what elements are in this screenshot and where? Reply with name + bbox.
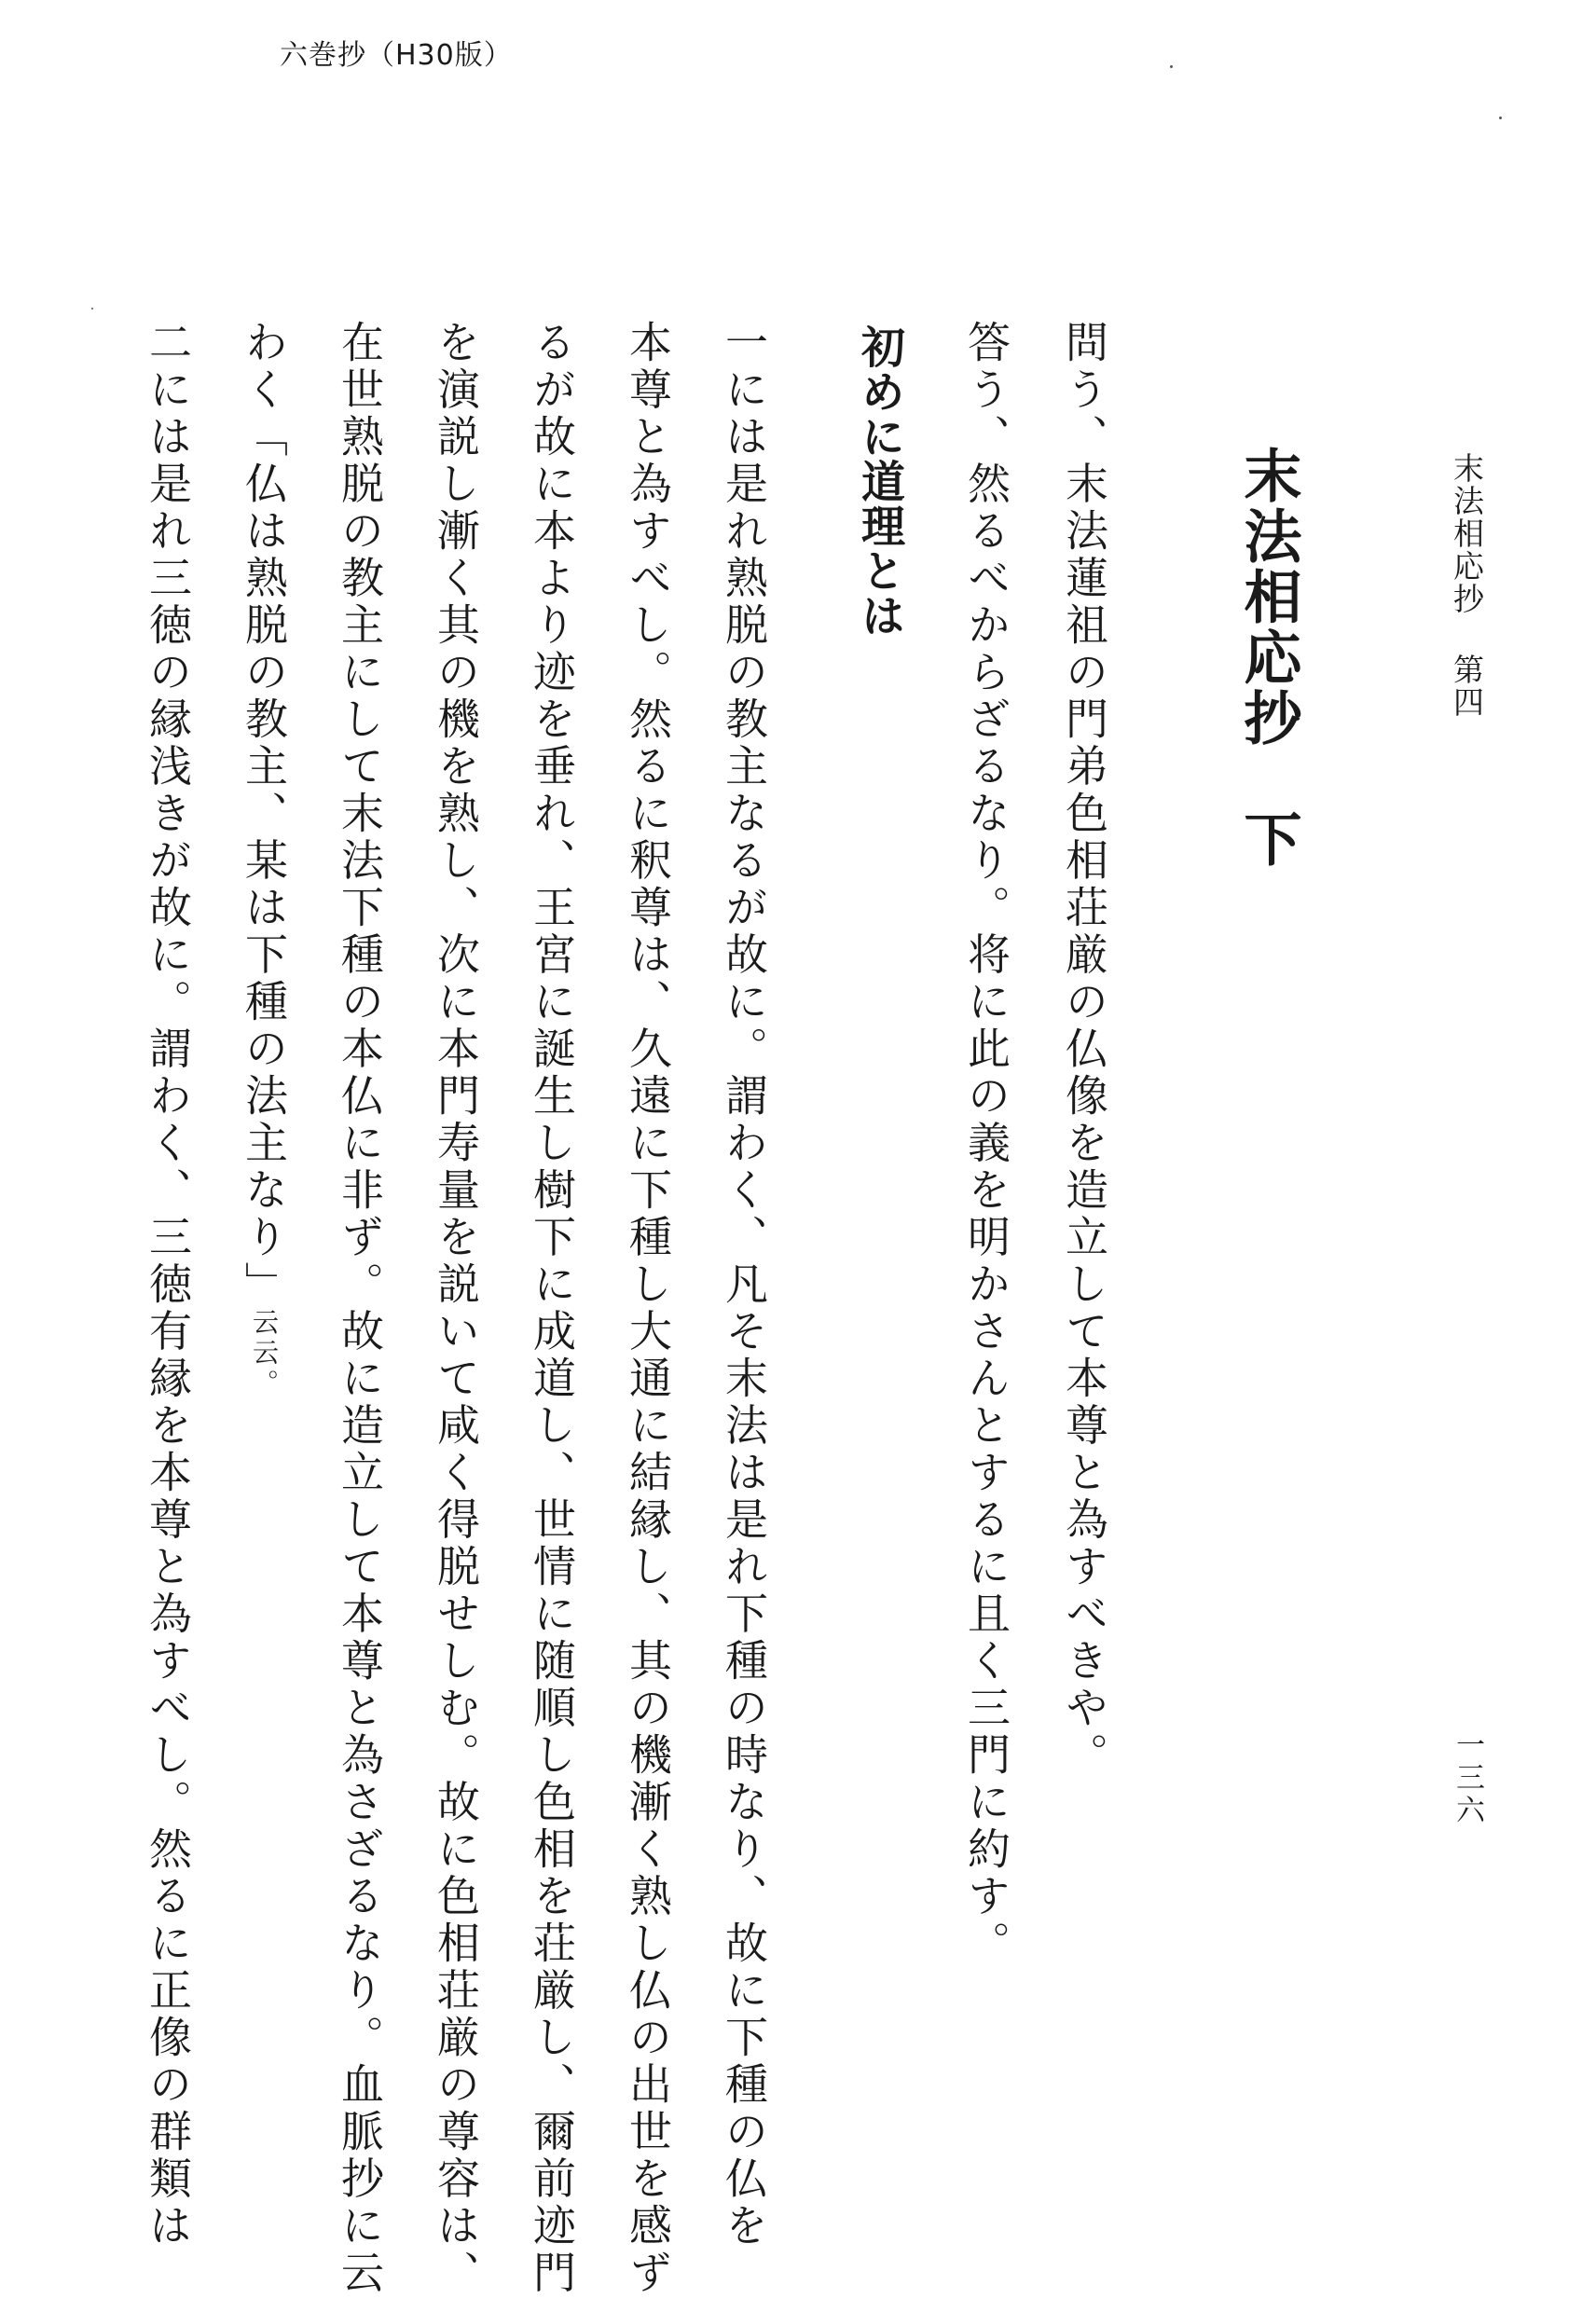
body-line-p1-1: 一には是れ熟脱の教主なるが故に。謂わく、凡そ末法は是れ下種の時なり、故に下種の仏を	[719, 320, 769, 2250]
body-line-p1-6	[239, 320, 289, 1399]
citation-note: 云云。	[249, 1308, 280, 1399]
body-line-p1-3: るが故に本より迹を垂れ、王宮に誕生し樹下に成道し、世情に随順し色相を荘厳し、爾前迹門	[527, 320, 577, 2297]
body-line-p1-6-text: わく「仏は熟脱の教主、某は下種の法主なり」	[239, 320, 289, 1309]
body-line-p2-1: 二には是れ三徳の縁浅きが故に。謂わく、三徳有縁を本尊と為すべし。然るに正像の群類は	[143, 320, 193, 2250]
book-title: 六巻抄（H30版）	[280, 39, 513, 72]
body-line-question: 問う、末法蓮祖の門弟色相荘厳の仏像を造立して本尊と為すべきや。	[1059, 320, 1109, 1780]
scan-speck	[1170, 65, 1173, 68]
body-line-answer: 答う、然るべからざるなり。将に此の義を明かさんとするに且く三門に約す。	[961, 320, 1011, 1968]
body-line-p1-5: 在世熟脱の教主にして末法下種の本仏に非ず。故に造立して本尊と為さざるなり。血脈抄に云	[335, 320, 385, 2297]
page-number: 一三六	[1451, 1729, 1484, 1827]
section-heading: 初めに道理とは	[854, 324, 905, 638]
scan-speck	[91, 308, 93, 310]
scan-speck	[1499, 117, 1502, 119]
running-head: 末法相応抄 第四	[1449, 452, 1485, 719]
body-line-p1-4: を演説し漸く其の機を熟し、次に本門寿量を説いて咸く得脱せしむ。故に色相荘厳の尊容は、	[431, 320, 481, 2297]
body-line-p1-2: 本尊と為すべし。然るに釈尊は、久遠に下種し大通に結縁し、其の機漸く熟し仏の出世を感ず	[623, 320, 673, 2297]
chapter-title: 末法相応抄 下	[1234, 446, 1302, 870]
